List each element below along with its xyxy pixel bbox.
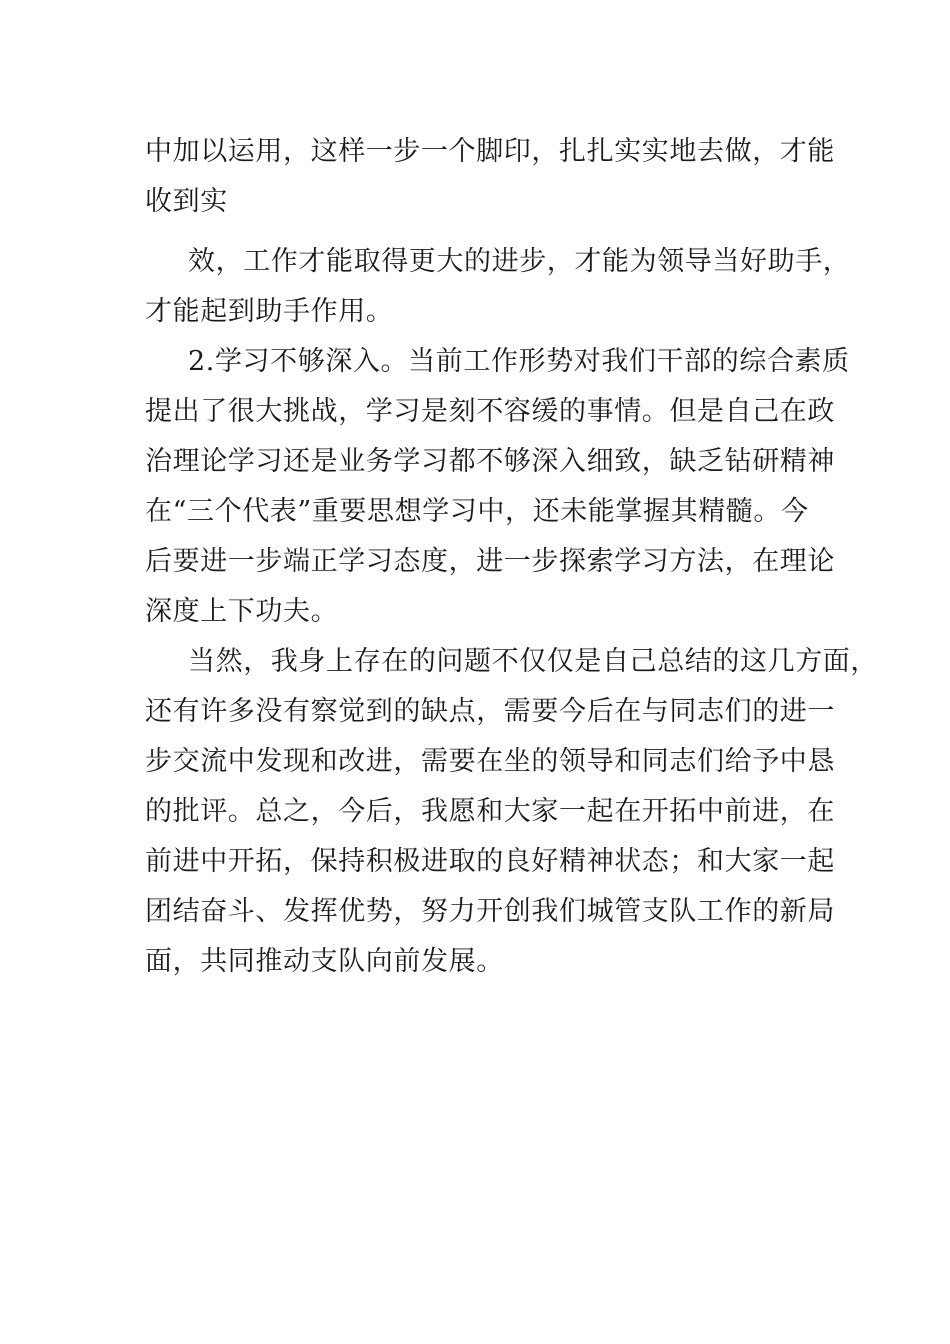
paragraph-3 <box>145 337 850 637</box>
text-line: 还有许多没有察觉到的缺点，需要今后在与同志们的进一 <box>145 696 835 727</box>
text-line: 前进中开拓，保持积极进取的良好精神状态；和大家一起 <box>145 846 835 877</box>
document-body <box>145 127 878 987</box>
paragraph-2 <box>145 237 851 337</box>
text-line: 治理论学习还是业务学习都不够深入细致，缺乏钻研精神 <box>145 446 835 477</box>
text-line: 后要进一步端正学习态度，进一步探索学习方法，在理论 <box>145 546 835 577</box>
paragraph-1 <box>145 127 835 227</box>
text-line: 提出了很大挑战，学习是刻不容缓的事情。但是自己在政 <box>145 396 835 427</box>
text-line: 2.学习不够深入。当前工作形势对我们干部的综合素质 <box>188 346 850 377</box>
text-line: 当然，我身上存在的问题不仅仅是自己总结的这几方面， <box>188 646 878 677</box>
text-line: 面，共同推动支队向前发展。 <box>145 946 504 977</box>
text-line: 才能起到助手作用。 <box>145 296 394 327</box>
paragraph-4 <box>145 637 878 987</box>
text-line: 的批评。总之，今后，我愿和大家一起在开拓中前进，在 <box>145 796 835 827</box>
text-line: 效，工作才能取得更大的进步，才能为领导当好助手， <box>188 246 851 277</box>
text-line: 深度上下功夫。 <box>145 596 339 627</box>
text-line: 团结奋斗、发挥优势，努力开创我们城管支队工作的新局 <box>145 896 835 927</box>
text-line: 在“三个代表”重要思想学习中，还未能掌握其精髓。今 <box>145 496 809 527</box>
text-line: 收到实 <box>145 186 228 217</box>
text-line: 中加以运用，这样一步一个脚印，扎扎实实地去做，才能 <box>145 136 835 167</box>
text-line: 步交流中发现和改进，需要在坐的领导和同志们给予中恳 <box>145 746 835 777</box>
